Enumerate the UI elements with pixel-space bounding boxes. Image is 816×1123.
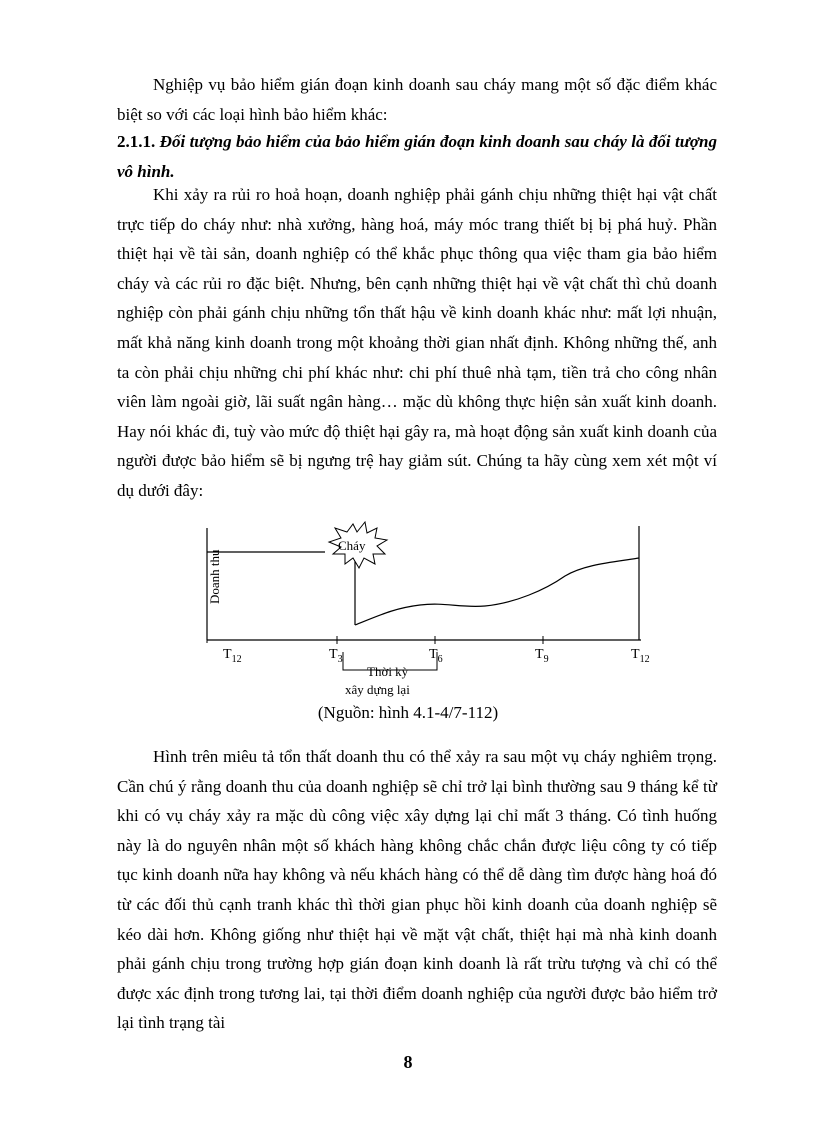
body-paragraph-2: Hình trên miêu tả tổn thất doanh thu có thể xảy ra sau một vụ cháy nghiêm trọng. Cần chú ý rằng doanh thu của doanh nghiệp sẽ chỉ trở lại bình thường sau 9 tháng kể từ khi có vụ cháy xảy ra mặc dù công việc xây dựng lại chỉ mất 3 tháng. Có tình huống này là do nguyên nhân một số khách hàng không chắc chắn được liệu công ty có tiếp tục kinh doanh nữa hay không và nếu khách hàng có thể dễ dàng tìm được hàng hoá đó từ các đối thủ cạnh tranh khác thì thời gian phục hồi kinh doanh của doanh nghiệp sẽ kéo dài hơn. Không giống như thiệt hại về mặt vật chất, thiệt hại mà nhà kinh doanh phải gánh chịu trong trường hợp gián đoạn kinh doanh là rất trừu tượng và chỉ có thể được xác định trong tương lai, tại thời điểm doanh nghiệp của người được bảo hiểm trở lại tình trạng tài <box>117 747 717 1033</box>
page-number: 8 <box>403 1052 413 1072</box>
tick-label-t9: $T_9$ <box>535 647 549 665</box>
fire-label: Cháy <box>338 538 366 553</box>
section-title: Đối tượng bảo hiểm của bảo hiểm gián đoạn kinh doanh sau cháy là đối tượng vô hình. <box>117 132 717 181</box>
tick-label-t3: $T_3$ <box>329 647 343 665</box>
figure-caption: (Nguồn: hình 4.1-4/7-112) <box>317 703 499 722</box>
section-number: 2.1.1. <box>117 132 156 151</box>
rebuild-period-label-1: Thời kỳ <box>367 664 409 679</box>
intro-paragraph: Nghiệp vụ bảo hiểm gián đoạn kinh doanh sau cháy mang một số đặc điểm khác biệt so với các loại hình bảo hiểm khác: <box>117 75 717 124</box>
tick-label-t12-start: $T_{12}$ <box>223 647 242 665</box>
section-heading <box>117 127 717 186</box>
tick-label-t6: $T_6$ <box>429 647 443 665</box>
revenue-recovery-curve <box>355 558 639 625</box>
body-paragraph-1: Khi xảy ra rủi ro hoả hoạn, doanh nghiệp phải gánh chịu những thiệt hại vật chất trực tiếp do cháy như: nhà xưởng, hàng hoá, máy móc trang thiết bị bị phá huỷ. Phần thiệt hại về tài sản, doanh nghiệp có thể khắc phục thông qua việc tham gia bảo hiểm cháy và các rủi ro đặc biệt. Nhưng, bên cạnh những thiệt hại về vật chất thì chủ doanh nghiệp còn phải gánh chịu những tổn thất hậu về kinh doanh khác như: mất lợi nhuận, mất khả năng kinh doanh trong một khoảng thời gian nhất định. Không những thế, anh ta còn phải chịu những chi phí khác như: chi phí thuê nhà tạm, tiền trả cho công nhân viên làm ngoài giờ, lãi suất ngân hàng… mặc dù không thực hiện sản xuất kinh doanh. Hay nói khác đi, tuỳ vào mức độ thiệt hại gây ra, mà hoạt động sản xuất kinh doanh của người được bảo hiểm sẽ bị ngưng trệ hay giảm sút. Chúng ta hãy cùng xem xét một ví dụ dưới đây: <box>117 185 717 500</box>
revenue-loss-figure <box>195 520 655 700</box>
tick-label-t12-end: $T_{12}$ <box>631 647 650 665</box>
rebuild-period-label-2: xây dựng lại <box>345 682 410 697</box>
y-axis-label: Doanh thu <box>207 549 222 604</box>
